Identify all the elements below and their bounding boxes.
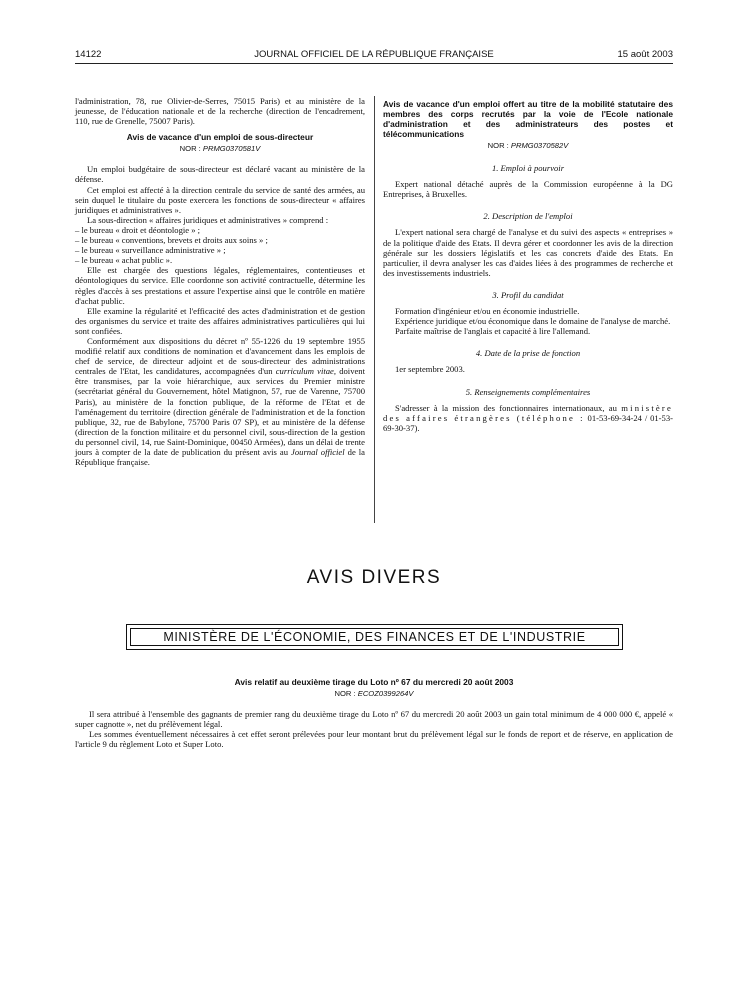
journal-officiel-term: Journal officiel — [291, 447, 345, 457]
list-item: – le bureau « achat public ». — [75, 255, 173, 266]
issue-date: 15 août 2003 — [617, 49, 673, 60]
section-4-heading: 4. Date de la prise de fonction — [475, 348, 581, 359]
list-item: – le bureau « droit et déontologie » ; — [75, 224, 201, 235]
ministry-name: MINISTÈRE DE L'ÉCONOMIE, DES FINANCES ET DE L'INDUSTRIE — [163, 630, 586, 644]
loto-nor — [75, 689, 673, 699]
avis-divers-heading: AVIS DIVERS — [306, 567, 442, 588]
column-divider — [374, 96, 375, 523]
curriculum-vitae-term: curriculum vitae — [275, 366, 334, 377]
section-2-heading: 2. Description de l'emploi — [483, 211, 573, 222]
section-1-text: Expert national détaché auprès de la Commission européenne à la DG Entreprises, à Bruxelles. — [383, 179, 673, 200]
nor-code: PRMG0370581V — [202, 144, 261, 154]
nor-label: NOR : — [334, 689, 356, 698]
section-5-text: S'adresser à la mission des fonctionnaires internationaux, au ministère des affaires étrangères (téléphone : 01-53-69-34-24 / 01-53-69-30-37). — [383, 402, 673, 433]
loto-paragraph-1: Il sera attribué à l'ensemble des gagnants de premier rang du deuxième tirage du Loto nº 67 du mercredi 20 août 2003 un gain total minimum de 4 000 000 €, appelé « super cagnotte », net du prélèvement légal. — [75, 709, 673, 729]
nor-label: NOR : — [487, 141, 509, 150]
page-number: 14122 — [75, 49, 102, 60]
ministry-banner — [126, 624, 623, 650]
left-nor — [75, 144, 365, 154]
left-paragraph-6: Conformément aux dispositions du décret nº 55-1226 du 19 septembre 1955 modifié relatif aux conditions de nomination et d'avancement dans les emplois de chef de service, de directeur adjoint et de sous-directeur des administrations centrales de l'Etat, les candidatures, accompagnées d'un curriculum vitae, doivent être transmises, par la voie hiérarchique, aux services du Premier ministre (secrétariat général du Gouvernement, hôtel Matignon, 57, rue de Varenne, 75700 Paris), au ministère de la fonction publique, de la réforme de l'Etat et de l'aménagement du territoire (direction générale de l'administration et de la fonction publique, 32, rue de Babylone, 75700 Paris 07 SP), et au ministère de la défense (direction de la fonction militaire et du personnel civil, sous-direction de la gestion du personnel civil, 14, rue Saint-Dominique, 00450 Armées), dans un délai de trente jours à compter de la date de publication du présent avis au Journal officiel de la République française. — [75, 335, 365, 468]
list-item: – le bureau « surveillance administrative » ; — [75, 245, 226, 256]
section-5-heading: 5. Renseignements complémentaires — [465, 386, 591, 397]
section-3-line-2: Expérience juridique et/ou économique dans le domaine de l'analyse de marché. — [395, 316, 671, 327]
nor-label: NOR : — [179, 144, 201, 154]
section-2-text: L'expert national sera chargé de l'analyse et du suivi des aspects « entreprises » de la politique d'aide des Etats. Il devra gérer et coordonner les avis de la direction générale sur les dossiers législatifs et les cas concrets d'aide des Etats. En particulier, il devra analyser les cas d'aides liées à des programmes de recherche et des investissements industriels. — [383, 227, 673, 278]
loto-paragraph-2: Les sommes éventuellement nécessaires à cet effet seront prélevées pour leur montant brut du prélèvement légal sur le fonds de report et de réserve, en application de l'article 9 du règlement Loto et Super Loto. — [75, 729, 673, 749]
journal-title: JOURNAL OFFICIEL DE LA RÉPUBLIQUE FRANÇAISE — [254, 49, 494, 60]
right-nor — [383, 141, 673, 151]
left-paragraph-3: La sous-direction « affaires juridiques et administratives » comprend : — [87, 214, 329, 225]
left-paragraph-1: Un emploi budgétaire de sous-directeur est déclaré vacant au ministère de la défense. — [75, 164, 365, 185]
section-3-line-3: Parfaite maîtrise de l'anglais et capacité à lire l'allemand. — [395, 326, 591, 337]
section-4-text: 1er septembre 2003. — [395, 364, 465, 375]
section-1-heading: 1. Emploi à pourvoir — [491, 163, 565, 174]
loto-notice — [75, 677, 673, 749]
left-paragraph-4: Elle est chargée des questions légales, réglementaires, contentieuses et déontologiques du service. Elle coordonne son activité contractuelle, détermine les règles d'accès à ses prestations et assure l'expertise ainsi que le contrôle en matière d'achat public. — [75, 265, 365, 306]
nor-code: PRMG0370582V — [510, 141, 569, 150]
loto-title: Avis relatif au deuxième tirage du Loto nº 67 du mercredi 20 août 2003 — [234, 677, 514, 687]
page-header — [75, 49, 673, 63]
right-notice-title: Avis de vacance d'un emploi offert au titre de la mobilité statutaire des membres des corps recrutés par la voie de l'Ecole nationale d'administration et des administrateurs des postes et télécommunications — [383, 99, 673, 139]
left-intro-paragraph: l'administration, 78, rue Olivier-de-Serres, 75015 Paris) et au ministère de la jeunesse, de l'éducation nationale et de la recherche (direction de l'encadrement, 110, rue de Grenelle, 75007 Paris). — [75, 96, 365, 127]
left-paragraph-2: Cet emploi est affecté à la direction centrale du service de santé des armées, au sein duquel le titulaire du poste exercera les fonctions de sous-directeur « affaires juridiques et administratives ». — [75, 184, 365, 215]
left-column — [75, 96, 365, 467]
section-3-heading: 3. Profil du candidat — [492, 289, 564, 300]
header-rule — [75, 63, 673, 64]
list-item: – le bureau « conventions, brevets et droits aux soins » ; — [75, 235, 268, 246]
right-column — [383, 99, 673, 433]
section-3-line-1: Formation d'ingénieur et/ou en économie industrielle. — [395, 306, 580, 317]
left-paragraph-5: Elle examine la régularité et l'efficacité des actes d'administration et de gestion des organismes du service et traite des affaires administratives particulières qui lui sont confiées. — [75, 305, 365, 336]
nor-code: ECOZ0399264V — [357, 689, 414, 698]
left-notice-title: Avis de vacance d'un emploi de sous-directeur — [126, 132, 314, 143]
